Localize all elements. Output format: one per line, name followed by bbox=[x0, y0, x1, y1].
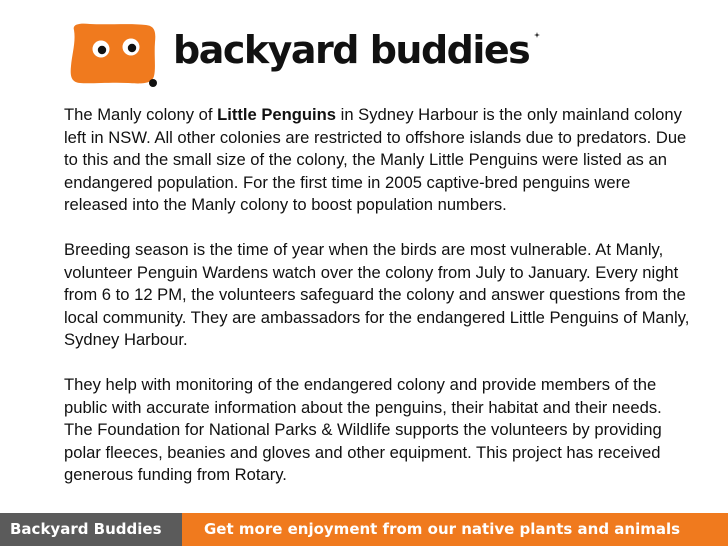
brand-name: backyard buddies bbox=[173, 28, 530, 72]
sparkle-icon bbox=[534, 32, 540, 38]
footer-bar bbox=[0, 513, 728, 546]
article-body bbox=[64, 104, 694, 487]
footer-tagline: Get more enjoyment from our native plants and animals bbox=[182, 513, 728, 546]
logo-dot bbox=[149, 79, 157, 87]
paragraph-1-intro: The Manly colony of bbox=[64, 105, 218, 124]
paragraph-1 bbox=[64, 104, 694, 217]
logo bbox=[68, 22, 548, 90]
backyard-buddies-logo-icon bbox=[68, 22, 158, 86]
paragraph-1-rest: in Sydney Harbour is the only mainland colony left in NSW. All other colonies are restricted to offshore islands due to predators. Due to this and the small size of the colony, the Manly Little Penguins were listed as an endangered population. For the first time in 2005 captive-bred penguins were released into the Manly colony to boost population numbers. bbox=[64, 105, 687, 214]
paragraph-2: Breeding season is the time of year when the birds are most vulnerable. At Manly, volunteer Penguin Wardens watch over the colony from July to January. Every night from 6 to 12 PM, the volunteers safeguard the colony and answer questions from the local community. They are ambassadors for the endangered Little Penguins of Manly, Sydney Harbour. bbox=[64, 240, 690, 349]
paragraph-3: They help with monitoring of the endangered colony and provide members of the public with accurate information about the penguins, their habitat and their needs. The Foundation for National Parks & Wildlife supports the volunteers by providing polar fleeces, beanies and gloves and other equipment. This project has received generous funding from Rotary. bbox=[64, 375, 662, 484]
footer-brand: Backyard Buddies bbox=[0, 513, 182, 546]
little-penguins-bold: Little Penguins bbox=[217, 105, 337, 124]
